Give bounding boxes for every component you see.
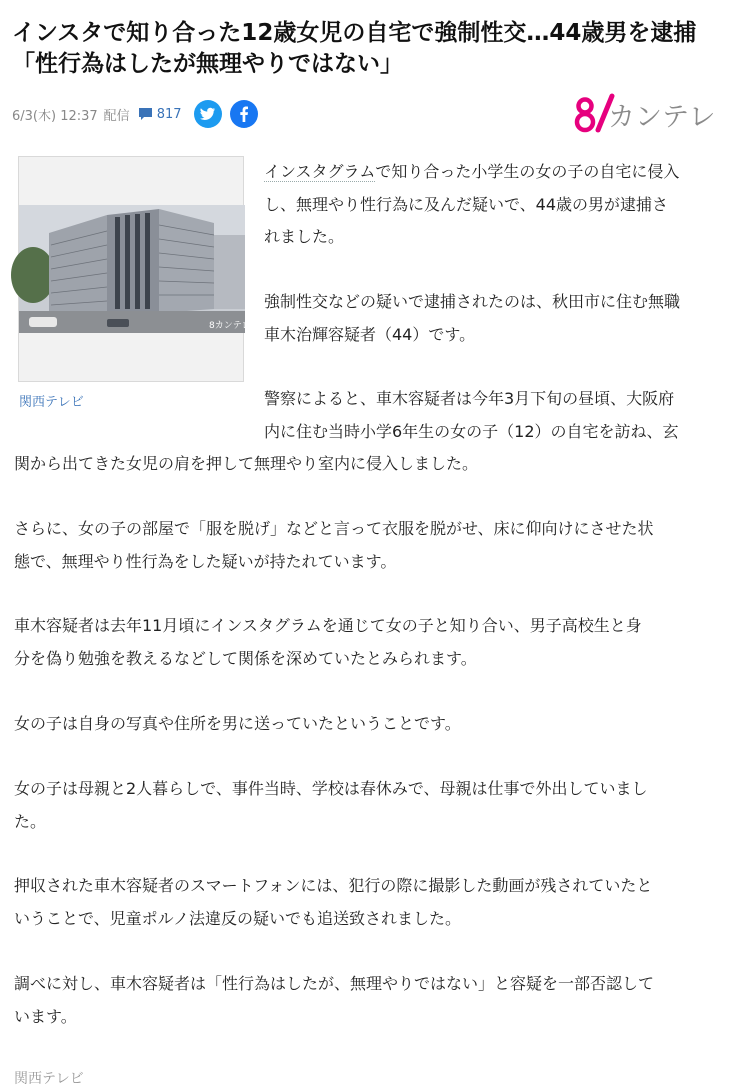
- paragraph-text: で知り合った小学生の女の子の自宅に侵入: [375, 162, 680, 181]
- brand-name: カンテレ: [608, 102, 716, 133]
- paragraph-line: 内に住む当時小学6年生の女の子（12）の自宅を訪ね、玄: [264, 421, 679, 441]
- paragraph-line: 女の子は母親と2人暮らしで、事件当時、学校は春休みで、母親は仕事で外出していまし: [14, 779, 648, 798]
- paragraph-2: [264, 286, 739, 351]
- paragraph-line: いうことで、児童ポルノ法違反の疑いでも追送致されました。: [14, 908, 462, 928]
- paragraph-line: れました。: [264, 227, 345, 246]
- headline-line-1: インスタで知り合った12歳女児の自宅で強制性交…44歳男を逮捕: [12, 20, 697, 46]
- article-source: 関西テレビ: [14, 1071, 84, 1087]
- paragraph-line: 態で、無理やり性行為をした疑いが持たれています。: [14, 551, 397, 571]
- paragraph-1: [264, 156, 739, 254]
- paragraph-line: 女の子は自身の写真や住所を男に送っていたということです。: [14, 714, 461, 733]
- article-headline: [12, 18, 737, 80]
- article-photo[interactable]: [18, 156, 251, 382]
- paragraph-line: た。: [14, 811, 47, 831]
- paragraph-line: [264, 156, 739, 189]
- comment-count: 817: [156, 106, 182, 122]
- paragraph-line: 車木容疑者は去年11月頃にインスタグラムを通じて女の子と知り合い、男子高校生と身: [14, 616, 642, 635]
- twitter-share-button[interactable]: [194, 100, 222, 128]
- kantele-logo[interactable]: [572, 92, 717, 138]
- paragraph-line: 警察によると、車木容疑者は今年3月下旬の昼頃、大阪府: [264, 389, 675, 408]
- keyword-link[interactable]: インスタグラム: [264, 162, 376, 181]
- comment-link[interactable]: [138, 107, 182, 122]
- photo-watermark: 8カンテレ: [209, 321, 251, 331]
- paragraph-line: 強制性交などの疑いで逮捕されたのは、秋田市に住む無職: [264, 292, 681, 311]
- paragraph-7: [14, 773, 739, 838]
- comment-icon: [138, 107, 153, 121]
- photo-credit-link[interactable]: 関西テレビ: [19, 395, 84, 410]
- paragraph-4: [14, 513, 739, 578]
- paragraph-5: [14, 610, 739, 675]
- channel-8-icon: [577, 96, 612, 130]
- paragraph-9: [14, 968, 739, 1033]
- paragraph-8: [14, 870, 739, 935]
- paragraph-3: [14, 383, 739, 481]
- headline-line-2: 「性行為はしたが無理やりではない」: [12, 51, 403, 77]
- paragraph-line: 車木治輝容疑者（44）です。: [264, 324, 476, 344]
- paragraph-line: 押収された車木容疑者のスマートフォンには、犯行の際に撮影した動画が残されていたと: [14, 876, 653, 895]
- facebook-icon: [230, 100, 258, 128]
- publish-date: 6/3(木) 12:37: [12, 108, 98, 124]
- twitter-icon: [194, 100, 222, 128]
- police-building-image: [19, 205, 251, 333]
- paragraph-line: います。: [14, 1006, 77, 1026]
- facebook-share-button[interactable]: [230, 100, 258, 128]
- paragraph-6: [14, 708, 739, 741]
- publish-label: 配信: [103, 108, 130, 124]
- paragraph-line: 関から出てきた女児の肩を押して無理やり室内に侵入しました。: [14, 454, 479, 473]
- article-meta: [12, 102, 266, 126]
- paragraph-line: 調べに対し、車木容疑者は「性行為はしたが、無理やりではない」と容疑を一部否認して: [14, 974, 655, 993]
- paragraph-line: し、無理やり性行為に及んだ疑いで、44歳の男が逮捕さ: [264, 194, 669, 214]
- paragraph-line: さらに、女の子の部屋で「服を脱げ」などと言って衣服を脱がせ、床に仰向けにさせた状: [14, 519, 654, 538]
- paragraph-line: 分を偽り勉強を教えるなどして関係を深めていたとみられます。: [14, 648, 477, 668]
